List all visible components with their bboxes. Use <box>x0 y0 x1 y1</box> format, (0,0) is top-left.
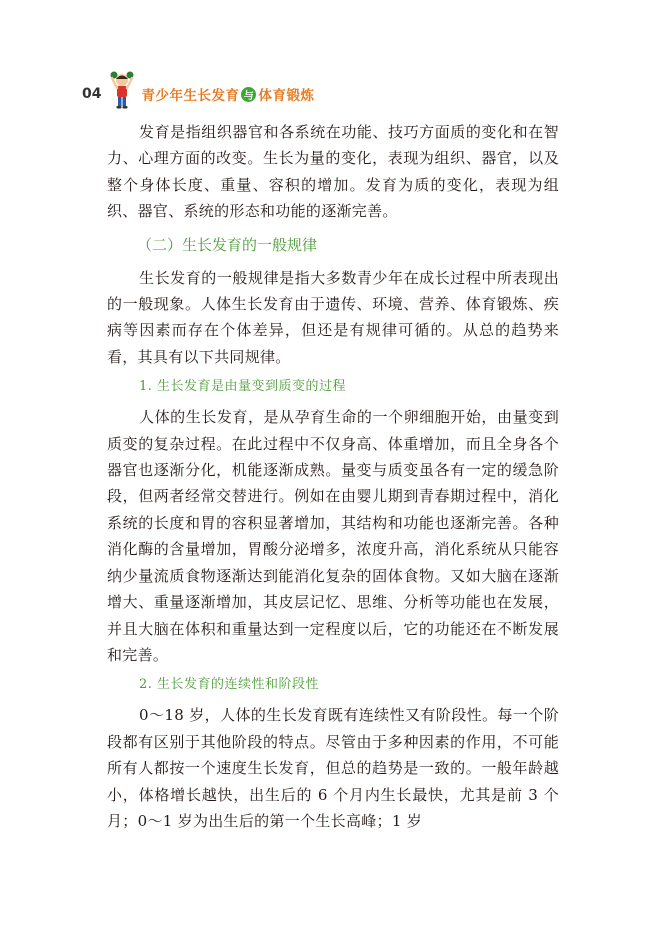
subheading-continuity-stages: 2. 生长发育的连续性和阶段性 <box>139 677 320 693</box>
page-number: 04 <box>82 86 102 102</box>
paragraph-general-rules: 生长发育的一般规律是指大多数青少年在成长过程中所表现出的一般现象。人体生长发育由于遗传、环境、营养、体育锻炼、疾病等因素而存在个体差异，但还是有规律可循的。从总的趋势来看，其具有以下共同规律。 <box>107 268 559 366</box>
subheading-quantity-quality: 1. 生长发育是由量变到质变的过程 <box>139 379 347 395</box>
running-header <box>82 70 314 110</box>
connector-badge: 与 <box>241 87 256 102</box>
page-body <box>107 119 559 834</box>
paragraph-quantity-quality: 人体的生长发育，是从孕育生命的一个卵细胞开始，由量变到质变的复杂过程。在此过程中不仅身高、体重增加，而且全身各个器官也逐渐分化，机能逐渐成熟。量变与质变虽各有一定的缓急阶段，但两者经常交替进行。例如在由婴儿期到青春期过程中，消化系统的长度和胃的容积显著增加，其结构和功能也逐渐完善。各种消化酶的含量增加，胃酸分泌增多，浓度升高，消化系统从只能容纳少量流质食物逐渐达到能消化复杂的固体食物。又如大脑在逐渐增大、重量逐渐增加，其皮层记忆、思维、分析等功能也在发展，并且大脑在体积和重量达到一定程度以后，它的功能还在不断发展和完善。 <box>107 408 559 664</box>
paragraph-continuity-stages: 0～18 岁，人体的生长发育既有连续性又有阶段性。每一个阶段都有区别于其他阶段的特点。尽管由于多种因素的作用，不可能所有人都按一个速度生长发育，但总的趋势是一致的。一般年龄越小，体格增长越快，出生后的 6 个月内生长最快，尤其是前 3 个月；0～1 岁为出生后的第一个生长高峰；1 岁 <box>107 706 559 830</box>
book-title-part2: 体育锻炼 <box>258 88 315 104</box>
child-mascot-icon <box>109 70 135 110</box>
section-heading: （二）生长发育的一般规律 <box>137 235 318 254</box>
paragraph-definition: 发育是指组织器官和各系统在功能、技巧方面质的变化和在智力、心理方面的改变。生长为量的变化，表现为组织、器官，以及整个身体长度、重量、容积的增加。发育为质的变化，表现为组织、器官、系统的形态和功能的逐渐完善。 <box>107 123 559 221</box>
book-title <box>141 84 314 104</box>
book-title-part1: 青少年生长发育 <box>141 88 240 104</box>
